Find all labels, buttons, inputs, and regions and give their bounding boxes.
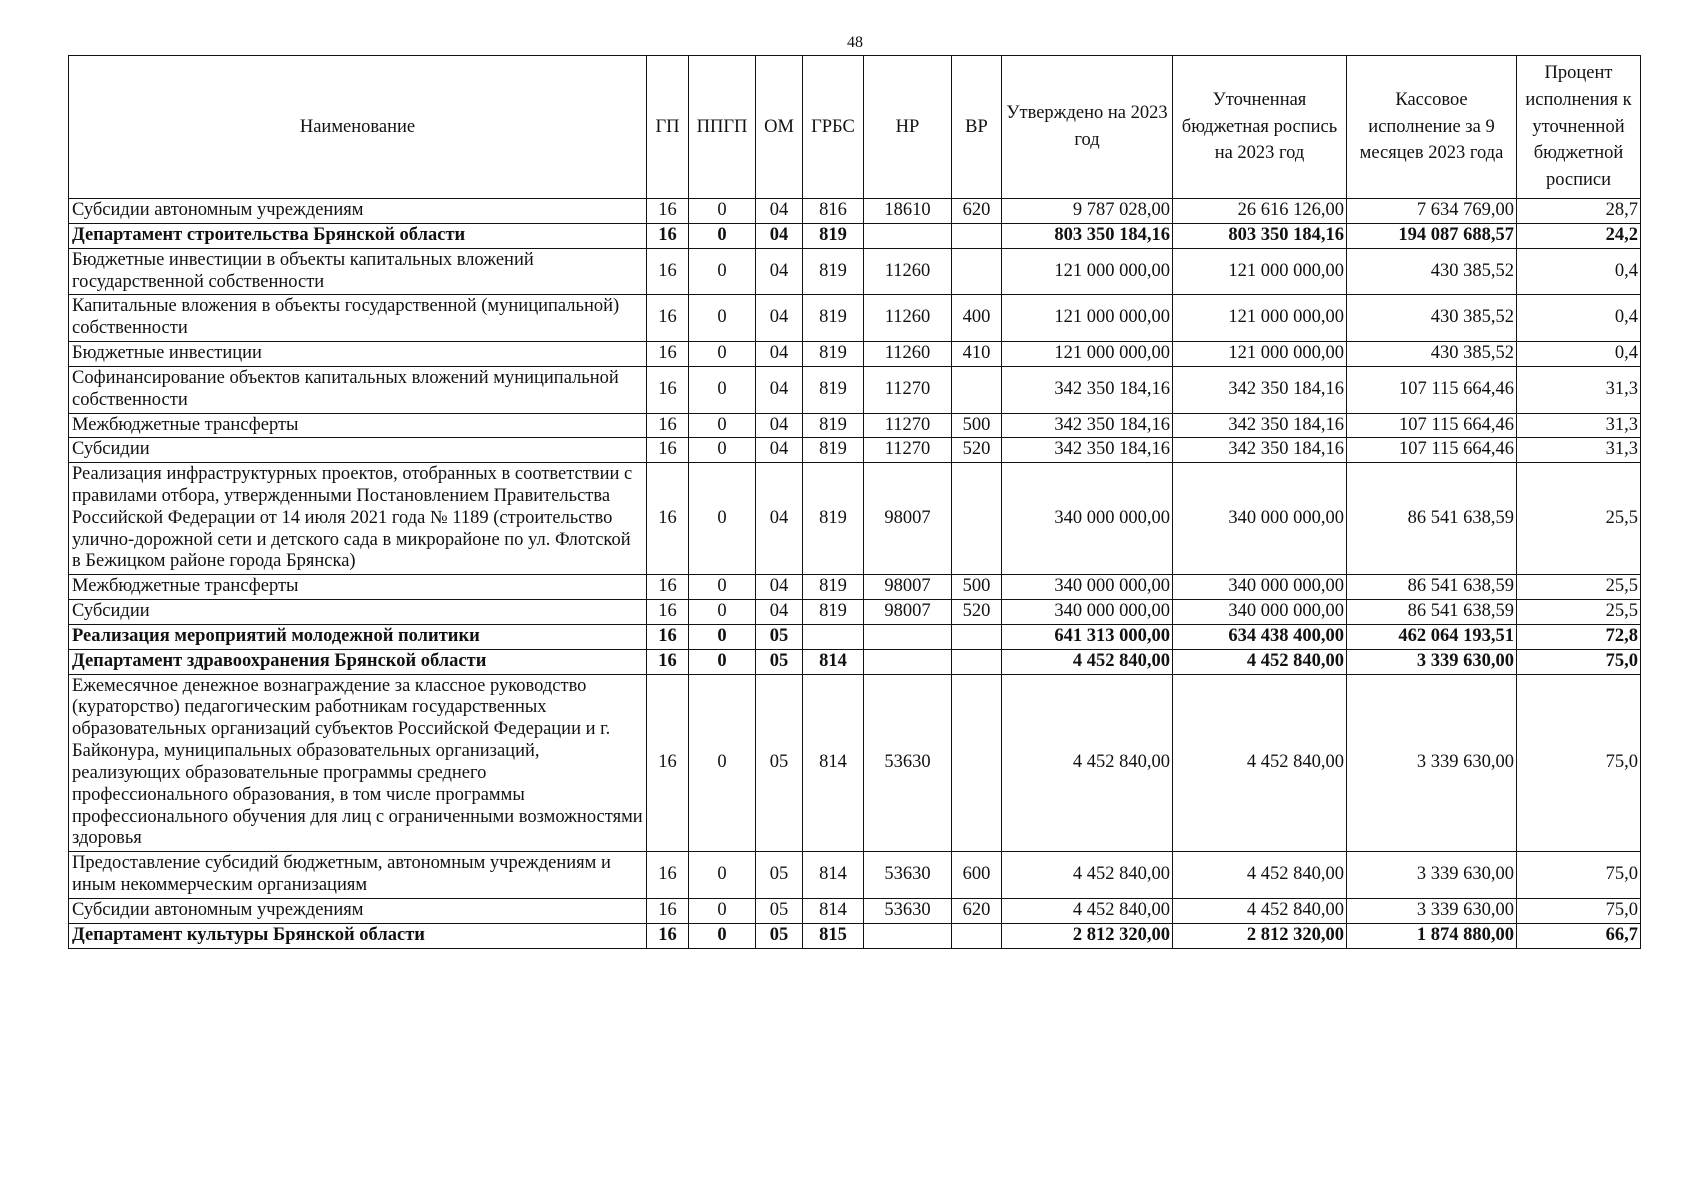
row-gp-cell: 16 — [647, 674, 689, 852]
row-refined-cell: 803 350 184,16 — [1173, 223, 1347, 248]
row-gp-cell: 16 — [647, 295, 689, 342]
row-vr-cell — [952, 248, 1002, 295]
row-percent-cell: 75,0 — [1517, 649, 1641, 674]
row-cash-cell: 3 339 630,00 — [1347, 649, 1517, 674]
budget-execution-table — [68, 55, 1641, 949]
row-gp-cell: 16 — [647, 438, 689, 463]
row-gp-cell: 16 — [647, 463, 689, 575]
row-om-cell: 04 — [756, 295, 803, 342]
row-name-cell: Субсидии автономным учреждениям — [69, 898, 647, 923]
row-name-cell: Субсидии — [69, 600, 647, 625]
row-ppgp-cell: 0 — [689, 248, 756, 295]
row-grbs-cell: 819 — [803, 413, 864, 438]
page-number: 48 — [847, 34, 863, 51]
row-vr-cell — [952, 463, 1002, 575]
row-name-cell: Бюджетные инвестиции в объекты капитальных вложений государственной собственности — [69, 248, 647, 295]
row-grbs-cell — [803, 624, 864, 649]
row-vr-cell: 500 — [952, 413, 1002, 438]
row-approved-cell: 2 812 320,00 — [1002, 923, 1173, 948]
row-grbs-cell: 816 — [803, 199, 864, 224]
row-gp-cell: 16 — [647, 199, 689, 224]
row-om-cell: 04 — [756, 366, 803, 413]
row-percent-cell: 31,3 — [1517, 438, 1641, 463]
header-approved: Утверждено на 2023 год — [1002, 56, 1173, 199]
row-grbs-cell: 819 — [803, 366, 864, 413]
row-approved-cell: 121 000 000,00 — [1002, 248, 1173, 295]
row-gp-cell: 16 — [647, 366, 689, 413]
table-row — [69, 600, 1641, 625]
row-approved-cell: 4 452 840,00 — [1002, 649, 1173, 674]
row-refined-cell: 342 350 184,16 — [1173, 413, 1347, 438]
row-nr-cell: 11270 — [864, 366, 952, 413]
row-percent-cell: 72,8 — [1517, 624, 1641, 649]
row-ppgp-cell: 0 — [689, 438, 756, 463]
table-row — [69, 923, 1641, 948]
row-approved-cell: 641 313 000,00 — [1002, 624, 1173, 649]
table-row — [69, 852, 1641, 899]
row-grbs-cell: 819 — [803, 463, 864, 575]
row-name-cell: Департамент культуры Брянской области — [69, 923, 647, 948]
row-cash-cell: 194 087 688,57 — [1347, 223, 1517, 248]
table-row — [69, 575, 1641, 600]
row-cash-cell: 3 339 630,00 — [1347, 852, 1517, 899]
row-percent-cell: 31,3 — [1517, 366, 1641, 413]
row-gp-cell: 16 — [647, 923, 689, 948]
row-refined-cell: 340 000 000,00 — [1173, 600, 1347, 625]
row-percent-cell: 25,5 — [1517, 463, 1641, 575]
row-cash-cell: 107 115 664,46 — [1347, 413, 1517, 438]
row-name-cell: Ежемесячное денежное вознаграждение за классное руководство (кураторство) педагогическим работникам государственных образовательных организаций субъектов Российской Федерации и г. Байконура, муниципальных образовательных организаций, реализующих образовательные программы среднего профессионального образования, в том числе программы профессионального обучения для лиц с ограниченными возможностями здоровья — [69, 674, 647, 852]
row-nr-cell: 11270 — [864, 413, 952, 438]
row-gp-cell: 16 — [647, 898, 689, 923]
row-approved-cell: 121 000 000,00 — [1002, 295, 1173, 342]
row-gp-cell: 16 — [647, 223, 689, 248]
row-gp-cell: 16 — [647, 624, 689, 649]
header-vr: ВР — [952, 56, 1002, 199]
header-refined: Уточненная бюджетная роспись на 2023 год — [1173, 56, 1347, 199]
row-om-cell: 04 — [756, 248, 803, 295]
row-refined-cell: 340 000 000,00 — [1173, 463, 1347, 575]
header-ppgp: ППГП — [689, 56, 756, 199]
row-nr-cell: 11260 — [864, 248, 952, 295]
row-approved-cell: 4 452 840,00 — [1002, 674, 1173, 852]
row-ppgp-cell: 0 — [689, 366, 756, 413]
row-om-cell: 04 — [756, 199, 803, 224]
table-row — [69, 366, 1641, 413]
row-vr-cell: 500 — [952, 575, 1002, 600]
row-om-cell: 04 — [756, 223, 803, 248]
row-nr-cell: 98007 — [864, 575, 952, 600]
row-approved-cell: 342 350 184,16 — [1002, 366, 1173, 413]
row-approved-cell: 342 350 184,16 — [1002, 438, 1173, 463]
row-vr-cell: 620 — [952, 898, 1002, 923]
row-om-cell: 04 — [756, 413, 803, 438]
row-nr-cell: 53630 — [864, 674, 952, 852]
row-cash-cell: 107 115 664,46 — [1347, 438, 1517, 463]
table-row — [69, 223, 1641, 248]
row-om-cell: 04 — [756, 600, 803, 625]
header-name: Наименование — [69, 56, 647, 199]
row-grbs-cell: 814 — [803, 898, 864, 923]
row-percent-cell: 66,7 — [1517, 923, 1641, 948]
row-grbs-cell: 814 — [803, 649, 864, 674]
row-nr-cell: 98007 — [864, 463, 952, 575]
row-nr-cell — [864, 223, 952, 248]
row-nr-cell: 11270 — [864, 438, 952, 463]
row-gp-cell: 16 — [647, 600, 689, 625]
row-ppgp-cell: 0 — [689, 295, 756, 342]
row-name-cell: Предоставление субсидий бюджетным, автономным учреждениям и иным некоммерческим организациям — [69, 852, 647, 899]
row-cash-cell: 1 874 880,00 — [1347, 923, 1517, 948]
row-percent-cell: 0,4 — [1517, 342, 1641, 367]
row-gp-cell: 16 — [647, 248, 689, 295]
row-ppgp-cell: 0 — [689, 923, 756, 948]
row-grbs-cell: 819 — [803, 248, 864, 295]
row-ppgp-cell: 0 — [689, 223, 756, 248]
row-vr-cell — [952, 649, 1002, 674]
row-grbs-cell: 819 — [803, 438, 864, 463]
row-ppgp-cell: 0 — [689, 624, 756, 649]
row-gp-cell: 16 — [647, 575, 689, 600]
table-row — [69, 624, 1641, 649]
row-refined-cell: 340 000 000,00 — [1173, 575, 1347, 600]
row-percent-cell: 25,5 — [1517, 600, 1641, 625]
row-cash-cell: 3 339 630,00 — [1347, 898, 1517, 923]
row-vr-cell: 400 — [952, 295, 1002, 342]
row-refined-cell: 342 350 184,16 — [1173, 438, 1347, 463]
row-refined-cell: 121 000 000,00 — [1173, 248, 1347, 295]
row-refined-cell: 634 438 400,00 — [1173, 624, 1347, 649]
row-name-cell: Реализация инфраструктурных проектов, отобранных в соответствии с правилами отбора, утвержденными Постановлением Правительства Российской Федерации от 14 июля 2021 года № 1189 (строительство улично-дорожной сети и детского сада в микрорайоне по ул. Флотской в Бежицком районе города Брянска) — [69, 463, 647, 575]
header-om: ОМ — [756, 56, 803, 199]
row-om-cell: 05 — [756, 898, 803, 923]
row-grbs-cell: 819 — [803, 223, 864, 248]
row-percent-cell: 0,4 — [1517, 295, 1641, 342]
row-name-cell: Капитальные вложения в объекты государственной (муниципальной) собственности — [69, 295, 647, 342]
row-nr-cell: 11260 — [864, 295, 952, 342]
row-om-cell: 04 — [756, 575, 803, 600]
row-grbs-cell: 814 — [803, 674, 864, 852]
row-approved-cell: 342 350 184,16 — [1002, 413, 1173, 438]
row-cash-cell: 430 385,52 — [1347, 248, 1517, 295]
row-refined-cell: 4 452 840,00 — [1173, 898, 1347, 923]
row-nr-cell: 98007 — [864, 600, 952, 625]
row-grbs-cell: 819 — [803, 575, 864, 600]
table-row — [69, 342, 1641, 367]
row-ppgp-cell: 0 — [689, 600, 756, 625]
row-refined-cell: 4 452 840,00 — [1173, 649, 1347, 674]
row-ppgp-cell: 0 — [689, 649, 756, 674]
row-vr-cell: 620 — [952, 199, 1002, 224]
row-cash-cell: 462 064 193,51 — [1347, 624, 1517, 649]
row-refined-cell: 342 350 184,16 — [1173, 366, 1347, 413]
header-cash: Кассовое исполнение за 9 месяцев 2023 года — [1347, 56, 1517, 199]
row-refined-cell: 121 000 000,00 — [1173, 295, 1347, 342]
row-om-cell: 05 — [756, 624, 803, 649]
row-nr-cell — [864, 923, 952, 948]
header-nr: НР — [864, 56, 952, 199]
row-vr-cell: 600 — [952, 852, 1002, 899]
row-grbs-cell: 815 — [803, 923, 864, 948]
row-nr-cell — [864, 624, 952, 649]
row-refined-cell: 2 812 320,00 — [1173, 923, 1347, 948]
header-grbs: ГРБС — [803, 56, 864, 199]
row-vr-cell — [952, 923, 1002, 948]
row-gp-cell: 16 — [647, 852, 689, 899]
row-percent-cell: 75,0 — [1517, 674, 1641, 852]
row-approved-cell: 340 000 000,00 — [1002, 463, 1173, 575]
row-cash-cell: 86 541 638,59 — [1347, 463, 1517, 575]
row-om-cell: 05 — [756, 923, 803, 948]
row-grbs-cell: 819 — [803, 600, 864, 625]
row-approved-cell: 9 787 028,00 — [1002, 199, 1173, 224]
row-name-cell: Субсидии — [69, 438, 647, 463]
row-vr-cell: 520 — [952, 438, 1002, 463]
row-name-cell: Межбюджетные трансферты — [69, 413, 647, 438]
row-cash-cell: 86 541 638,59 — [1347, 600, 1517, 625]
row-name-cell: Субсидии автономным учреждениям — [69, 199, 647, 224]
row-percent-cell: 0,4 — [1517, 248, 1641, 295]
row-cash-cell: 7 634 769,00 — [1347, 199, 1517, 224]
row-vr-cell: 410 — [952, 342, 1002, 367]
row-ppgp-cell: 0 — [689, 852, 756, 899]
row-name-cell: Департамент строительства Брянской области — [69, 223, 647, 248]
row-nr-cell: 18610 — [864, 199, 952, 224]
table-body — [69, 199, 1641, 949]
row-cash-cell: 107 115 664,46 — [1347, 366, 1517, 413]
row-cash-cell: 430 385,52 — [1347, 342, 1517, 367]
row-percent-cell: 75,0 — [1517, 852, 1641, 899]
row-vr-cell — [952, 223, 1002, 248]
header-percent: Процент исполнения к уточненной бюджетной росписи — [1517, 56, 1641, 199]
row-om-cell: 04 — [756, 342, 803, 367]
row-refined-cell: 4 452 840,00 — [1173, 674, 1347, 852]
row-grbs-cell: 819 — [803, 295, 864, 342]
row-refined-cell: 121 000 000,00 — [1173, 342, 1347, 367]
table-header-row — [69, 56, 1641, 199]
row-gp-cell: 16 — [647, 649, 689, 674]
row-ppgp-cell: 0 — [689, 199, 756, 224]
row-ppgp-cell: 0 — [689, 342, 756, 367]
row-refined-cell: 4 452 840,00 — [1173, 852, 1347, 899]
row-percent-cell: 31,3 — [1517, 413, 1641, 438]
row-nr-cell — [864, 649, 952, 674]
row-percent-cell: 28,7 — [1517, 199, 1641, 224]
row-approved-cell: 4 452 840,00 — [1002, 852, 1173, 899]
row-grbs-cell: 814 — [803, 852, 864, 899]
row-name-cell: Софинансирование объектов капитальных вложений муниципальной собственности — [69, 366, 647, 413]
table-row — [69, 438, 1641, 463]
row-cash-cell: 3 339 630,00 — [1347, 674, 1517, 852]
row-percent-cell: 24,2 — [1517, 223, 1641, 248]
row-approved-cell: 340 000 000,00 — [1002, 600, 1173, 625]
row-vr-cell — [952, 624, 1002, 649]
row-name-cell: Департамент здравоохранения Брянской области — [69, 649, 647, 674]
row-nr-cell: 11260 — [864, 342, 952, 367]
table-row — [69, 898, 1641, 923]
row-nr-cell: 53630 — [864, 898, 952, 923]
row-refined-cell: 26 616 126,00 — [1173, 199, 1347, 224]
table-row — [69, 295, 1641, 342]
row-ppgp-cell: 0 — [689, 674, 756, 852]
row-name-cell: Реализация мероприятий молодежной политики — [69, 624, 647, 649]
row-vr-cell: 520 — [952, 600, 1002, 625]
row-ppgp-cell: 0 — [689, 463, 756, 575]
row-percent-cell: 25,5 — [1517, 575, 1641, 600]
table-row — [69, 649, 1641, 674]
row-om-cell: 04 — [756, 463, 803, 575]
row-name-cell: Межбюджетные трансферты — [69, 575, 647, 600]
row-approved-cell: 121 000 000,00 — [1002, 342, 1173, 367]
row-ppgp-cell: 0 — [689, 575, 756, 600]
row-gp-cell: 16 — [647, 413, 689, 438]
row-cash-cell: 86 541 638,59 — [1347, 575, 1517, 600]
row-gp-cell: 16 — [647, 342, 689, 367]
row-ppgp-cell: 0 — [689, 898, 756, 923]
row-percent-cell: 75,0 — [1517, 898, 1641, 923]
row-om-cell: 05 — [756, 852, 803, 899]
row-om-cell: 04 — [756, 438, 803, 463]
row-om-cell: 05 — [756, 674, 803, 852]
row-om-cell: 05 — [756, 649, 803, 674]
row-vr-cell — [952, 366, 1002, 413]
row-vr-cell — [952, 674, 1002, 852]
row-approved-cell: 803 350 184,16 — [1002, 223, 1173, 248]
row-grbs-cell: 819 — [803, 342, 864, 367]
table-row — [69, 413, 1641, 438]
row-approved-cell: 4 452 840,00 — [1002, 898, 1173, 923]
row-name-cell: Бюджетные инвестиции — [69, 342, 647, 367]
row-cash-cell: 430 385,52 — [1347, 295, 1517, 342]
row-nr-cell: 53630 — [864, 852, 952, 899]
table-row — [69, 248, 1641, 295]
table-row — [69, 463, 1641, 575]
table-row — [69, 674, 1641, 852]
row-approved-cell: 340 000 000,00 — [1002, 575, 1173, 600]
header-gp: ГП — [647, 56, 689, 199]
table-row — [69, 199, 1641, 224]
row-ppgp-cell: 0 — [689, 413, 756, 438]
